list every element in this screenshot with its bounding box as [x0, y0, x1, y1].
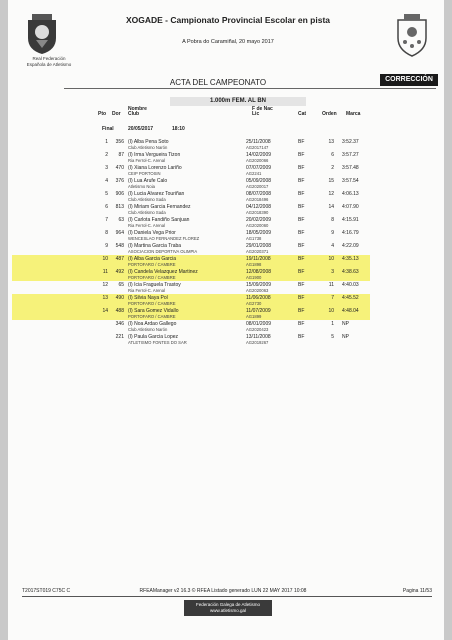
cell-cat: BF: [298, 204, 305, 210]
cell-lic: AG1900: [246, 275, 262, 280]
cell-name: (I) Xiana Lorenzo Lariño: [128, 165, 182, 171]
cell-cat: BF: [298, 321, 305, 327]
cell-orden: 10: [328, 256, 334, 262]
cell-name: (I) Silvia Naya Pol: [128, 295, 168, 301]
result-row: [96, 281, 370, 294]
cell-orden: 11: [328, 282, 334, 288]
cell-marca: 4:22.09: [342, 243, 359, 249]
result-row: [96, 242, 370, 255]
banner-line-1: Federación Galega de Atletismo: [195, 602, 261, 607]
cell-orden: 3: [331, 269, 334, 275]
cell-lic: AG2020423: [246, 327, 269, 332]
rfea-crest-logo: [20, 10, 64, 56]
footer-page: Pagina 11/53: [402, 588, 432, 594]
result-row: [12, 268, 370, 281]
cell-club: Club Atletismo Sada: [128, 210, 166, 215]
cell-dor: 346: [115, 321, 124, 327]
cell-name: (I) Icia Fraguela Trastoy: [128, 282, 181, 288]
col-fnac: F de Nac: [252, 106, 273, 112]
federation-line-1: Real Federación: [32, 56, 66, 61]
result-row: [12, 294, 370, 307]
correction-badge: CORRECCIÓN: [380, 74, 438, 86]
footer-divider: [22, 596, 432, 597]
cell-cat: BF: [298, 178, 305, 184]
cell-pto: 10: [102, 256, 108, 262]
col-marca: Marca: [346, 111, 361, 117]
result-row: [96, 138, 370, 151]
federation-line-2: Española de Atletismo: [26, 61, 72, 67]
cell-club: ASOCIACION DEPORTIVA OLIMPIA: [128, 249, 198, 254]
cell-date: 12/08/2008: [246, 269, 272, 275]
cell-cat: BF: [298, 256, 305, 262]
cell-orden: 14: [328, 204, 334, 210]
cell-pto: 9: [105, 243, 108, 249]
cell-date: 05/09/2008: [246, 178, 272, 184]
cell-dor: 87: [118, 152, 124, 158]
cell-name: (I) Paula Garcia Lopez: [128, 334, 179, 340]
result-row: [96, 190, 370, 203]
cell-dor: 488: [115, 308, 124, 314]
cell-club: Ria Ferrol-C. Arenal: [128, 223, 166, 228]
cell-dor: 470: [115, 165, 124, 171]
cell-pto: 5: [105, 191, 108, 197]
cell-dor: 63: [118, 217, 124, 223]
cell-orden: 4: [331, 243, 334, 249]
cell-date: 08/07/2008: [246, 191, 272, 197]
cell-date: 18/05/2009: [246, 230, 272, 236]
cell-cat: BF: [298, 243, 305, 249]
cell-club: Club Atletismo Narón: [128, 145, 168, 150]
cell-name: (I) Lua Arufe Calo: [128, 178, 168, 184]
result-row: [96, 333, 370, 346]
cell-name: (I) Martina Garcia Traba: [128, 243, 182, 249]
cell-club: Atletismo Noia: [128, 184, 155, 189]
result-row: [96, 177, 370, 190]
cell-name: (I) Alba Pena Soto: [128, 139, 169, 145]
col-lic: Lic: [252, 111, 260, 117]
cell-lic: AG1898: [246, 262, 262, 267]
cell-pto: 2: [105, 152, 108, 158]
cell-marca: 4:35.13: [342, 256, 359, 262]
result-row: [96, 216, 370, 229]
event-name: 1.000m FEM. AL BN: [170, 97, 306, 106]
fga-banner: [184, 600, 272, 616]
cell-lic: AG2020063: [246, 288, 269, 293]
footer-generated: RFEAManager v2 16.3 © RFEA Listado generado LUN 22 MAY 2017 10:08: [139, 588, 307, 594]
result-row: [12, 255, 370, 268]
cell-pto: 4: [105, 178, 108, 184]
result-row: [96, 164, 370, 177]
cell-dor: 548: [115, 243, 124, 249]
cell-orden: 9: [331, 230, 334, 236]
cell-lic: AG2018496: [246, 197, 269, 202]
cell-lic: AG2019267: [246, 340, 269, 345]
cell-marca: 3:57.48: [342, 165, 359, 171]
galicia-crest-logo: [392, 12, 432, 58]
col-cat: Cat: [298, 111, 307, 117]
cell-name: (I) Irma Vergueira Tizon: [128, 152, 181, 158]
cell-pto: 8: [105, 230, 108, 236]
cell-date: 19/11/2008: [246, 256, 271, 262]
cell-club: CEIP PORTOSIN: [128, 171, 161, 176]
result-row: [96, 151, 370, 164]
competition-title: XOGADE - Campionato Provincial Escolar en pista: [125, 15, 331, 25]
cell-pto: 7: [105, 217, 108, 223]
final-date: 20/05/2017: [128, 126, 154, 132]
cell-dor: 65: [118, 282, 124, 288]
banner-line-2: www.atletismo.gal: [209, 608, 246, 613]
cell-lic: AG2241: [246, 171, 262, 176]
cell-cat: BF: [298, 269, 305, 275]
cell-club: Club Atletismo Narón: [128, 327, 168, 332]
acta-title: ACTA DEL CAMPEONATO: [169, 78, 267, 87]
cell-cat: BF: [298, 295, 305, 301]
cell-lic: AG2017147: [246, 145, 269, 150]
col-pto: Pto: [98, 111, 107, 117]
result-row: [96, 320, 370, 333]
cell-date: 13/11/2008: [246, 334, 271, 340]
cell-club: PORTOFARO / CAMBRE: [128, 275, 176, 280]
cell-cat: BF: [298, 308, 305, 314]
cell-lic: AG2020060: [246, 223, 269, 228]
cell-club: PORTOFARO / CAMBRE: [128, 314, 176, 319]
cell-orden: 13: [328, 139, 334, 145]
cell-date: 29/01/2008: [246, 243, 272, 249]
cell-name: (I) Candela Velazquez Martinez: [128, 269, 198, 275]
cell-marca: 4:06.13: [342, 191, 359, 197]
final-time: 18:10: [172, 126, 185, 132]
footer-code: T2017ST019 C75C C: [22, 588, 71, 594]
cell-date: 11/07/2009: [246, 308, 271, 314]
result-row: [96, 203, 370, 216]
cell-dor: 490: [115, 295, 124, 301]
col-club: Club: [128, 111, 140, 117]
cell-marca: 4:38.63: [342, 269, 359, 275]
cell-date: 04/12/2008: [246, 204, 272, 210]
cell-orden: 8: [331, 217, 334, 223]
cell-lic: AG2020066: [246, 158, 269, 163]
cell-club: PORTOFARO / CAMBRE: [128, 301, 176, 306]
cell-marca: NP: [342, 321, 349, 327]
cell-lic: AG1738: [246, 236, 262, 241]
header-divider: [64, 88, 436, 89]
place-date: A Pobra do Caramiñal, 20 mayo 2017: [182, 39, 274, 45]
cell-pto: 11: [102, 269, 108, 275]
cell-pto: 6: [105, 204, 108, 210]
cell-marca: 4:45.52: [342, 295, 359, 301]
cell-marca: 3:52.37: [342, 139, 359, 145]
cell-orden: 12: [328, 191, 334, 197]
cell-lic: AG2730: [246, 301, 262, 306]
cell-name: (I) Noa Ardao Gallego: [128, 321, 177, 327]
cell-name: (I) Sara Gomez Vidallo: [128, 308, 179, 314]
cell-dor: 221: [115, 334, 124, 340]
cell-pto: 13: [102, 295, 108, 301]
cell-name: (I) Carlota Fandiño Sanjuan: [128, 217, 190, 223]
cell-orden: 1: [331, 321, 334, 327]
cell-name: (I) Miriam Garcia Fernandez: [128, 204, 191, 210]
cell-club: PORTOFARO / CAMBRE: [128, 262, 176, 267]
final-label: Final: [102, 126, 114, 132]
cell-cat: BF: [298, 152, 305, 158]
cell-pto: 14: [102, 308, 108, 314]
cell-club: Ria Ferrol-C. Arenal: [128, 288, 166, 293]
cell-name: (I) Daniela Vega Prior: [128, 230, 176, 236]
col-dor: Dor: [112, 111, 121, 117]
cell-dor: 356: [115, 139, 124, 145]
cell-lic: AG1899: [246, 314, 262, 319]
cell-pto: 1: [105, 139, 108, 145]
cell-lic: AG2018390: [246, 210, 269, 215]
cell-dor: 487: [115, 256, 124, 262]
col-orden: Orden: [322, 111, 337, 117]
cell-marca: 4:07.90: [342, 204, 359, 210]
cell-date: 20/02/2009: [246, 217, 272, 223]
federation-name: [14, 56, 84, 67]
cell-cat: BF: [298, 217, 305, 223]
cell-cat: BF: [298, 191, 305, 197]
cell-dor: 813: [115, 204, 124, 210]
cell-cat: BF: [298, 282, 305, 288]
cell-orden: 15: [328, 178, 334, 184]
cell-marca: 4:16.79: [342, 230, 359, 236]
cell-marca: 3:57.54: [342, 178, 359, 184]
col-nombre: Nombre: [128, 106, 147, 112]
cell-pto: 12: [102, 282, 108, 288]
cell-date: 11/06/2008: [246, 295, 271, 301]
cell-orden: 6: [331, 152, 334, 158]
cell-orden: 7: [331, 295, 334, 301]
cell-marca: 4:15.91: [342, 217, 359, 223]
cell-marca: 4:48.04: [342, 308, 359, 314]
cell-name: (I) Alba Garcia Garcia: [128, 256, 177, 262]
cell-pto: 3: [105, 165, 108, 171]
cell-club: Club Atletismo Sada: [128, 197, 166, 202]
cell-cat: BF: [298, 334, 305, 340]
cell-dor: 492: [115, 269, 124, 275]
cell-date: 25/11/2008: [246, 139, 271, 145]
cell-lic: AG2020017: [246, 184, 269, 189]
cell-name: (I) Lucia Alvarez Touriñan: [128, 191, 185, 197]
cell-date: 14/02/2009: [246, 152, 272, 158]
cell-cat: BF: [298, 139, 305, 145]
cell-date: 07/07/2009: [246, 165, 272, 171]
cell-marca: 3:57.27: [342, 152, 359, 158]
cell-club: WENCESLAO FERNANDEZ FLOREZ: [128, 236, 200, 241]
cell-date: 08/01/2009: [246, 321, 272, 327]
cell-lic: AG2020371: [246, 249, 269, 254]
cell-orden: 10: [328, 308, 334, 314]
cell-orden: 2: [331, 165, 334, 171]
cell-marca: 4:40.03: [342, 282, 359, 288]
cell-date: 15/09/2009: [246, 282, 272, 288]
cell-club: Ria Ferrol-C. Arenal: [128, 158, 166, 163]
cell-club: ATLETISMO FONTES DO SAR: [128, 340, 187, 345]
cell-orden: 5: [331, 334, 334, 340]
cell-dor: 376: [115, 178, 124, 184]
cell-dor: 964: [115, 230, 124, 236]
cell-marca: NP: [342, 334, 349, 340]
cell-cat: BF: [298, 165, 305, 171]
result-row: [96, 229, 370, 242]
result-row: [12, 307, 370, 320]
document-page: [8, 0, 444, 640]
cell-dor: 906: [115, 191, 124, 197]
cell-cat: BF: [298, 230, 305, 236]
